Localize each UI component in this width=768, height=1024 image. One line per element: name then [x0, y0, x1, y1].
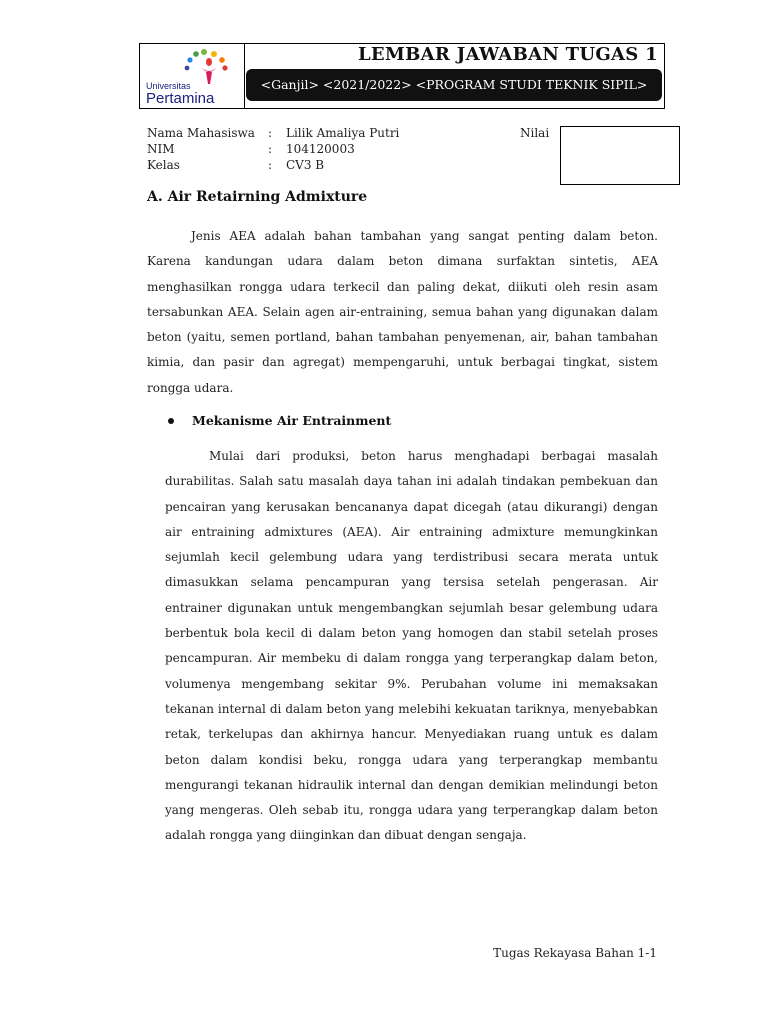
name-value: Lilik Amaliya Putri — [286, 126, 400, 140]
name-label: Nama Mahasiswa — [147, 126, 255, 140]
score-label: Nilai — [520, 126, 550, 140]
svg-text:Universitas: Universitas — [146, 81, 191, 91]
name-separator: : — [268, 126, 273, 140]
svg-text:Pertamina: Pertamina — [146, 90, 215, 106]
nim-separator: : — [268, 142, 273, 156]
bullet-dot-icon — [168, 418, 174, 424]
paragraph-intro-text: Jenis AEA adalah bahan tambahan yang sangat penting dalam beton. Karena kandungan udara dalam beton dimana surfaktan sintetis, AEA menghasilkan rongga udara terkecil dan paling dekat, diikuti oleh resin asam tersabunkan AEA. Selain agen air-entraining, semua bahan yang digunakan dalam beton (yaitu, semen portland, bahan tambahan penyemenan, air, bahan tambahan kimia, dan pasir dan agregat) mempengaruhi, untuk berbagai tingkat, sistem rongga udara. — [147, 229, 658, 395]
class-label: Kelas — [147, 158, 180, 172]
section-heading: A. Air Retairning Admixture — [147, 189, 368, 205]
bullet-item — [168, 413, 391, 428]
score-box — [560, 126, 680, 185]
semester-program-banner: <Ganjil> <2021/2022> <PROGRAM STUDI TEKNIK SIPIL> — [246, 69, 662, 101]
nim-label: NIM — [147, 142, 175, 156]
document-title: LEMBAR JAWABAN TUGAS 1 — [357, 44, 658, 65]
paragraph-intro — [147, 224, 658, 401]
paragraph-mechanism-text: Mulai dari produksi, beton harus menghadapi berbagai masalah durabilitas. Salah satu masalah daya tahan ini adalah tindakan pembekuan dan pencairan yang kerusakan bencananya dapat dicegah (atau dikurangi) dengan air entraining admixtures (AEA). Air entraining admixture memungkinkan sejumlah kecil gelembung udara yang terdistribusi secara merata untuk dimasukkan selama pencampuran yang tersisa setelah pengerasan. Air entrainer digunakan untuk mengembangkan sejumlah besar gelembung udara berbentuk bola kecil di dalam beton yang homogen dan stabil setelah proses pencampuran. Air membeku di dalam rongga yang terperangkap dalam beton, volumenya mengembang sekitar 9%. Perubahan volume ini memaksakan tekanan internal di dalam beton yang melebihi kekuatan tariknya, menyebabkan retak, terkelupas dan akhirnya hancur. Menyediakan ruang untuk es dalam beton dalam kondisi beku, rongga udara yang terperangkap membantu mengurangi tekanan hidraulik internal dan dengan demikian melindungi beton yang mengeras. Oleh sebab itu, rongga udara yang terperangkap dalam beton adalah rongga yang diinginkan dan dibuat dengan sengaja. — [165, 449, 658, 843]
paragraph-mechanism — [165, 444, 658, 849]
bullet-label: Mekanisme Air Entrainment — [192, 413, 392, 428]
pertamina-logo-icon — [144, 46, 240, 106]
nim-value: 104120003 — [286, 142, 355, 156]
page-footer: Tugas Rekayasa Bahan 1-1 — [493, 946, 657, 960]
class-separator: : — [268, 158, 273, 172]
class-value: CV3 B — [286, 158, 325, 172]
